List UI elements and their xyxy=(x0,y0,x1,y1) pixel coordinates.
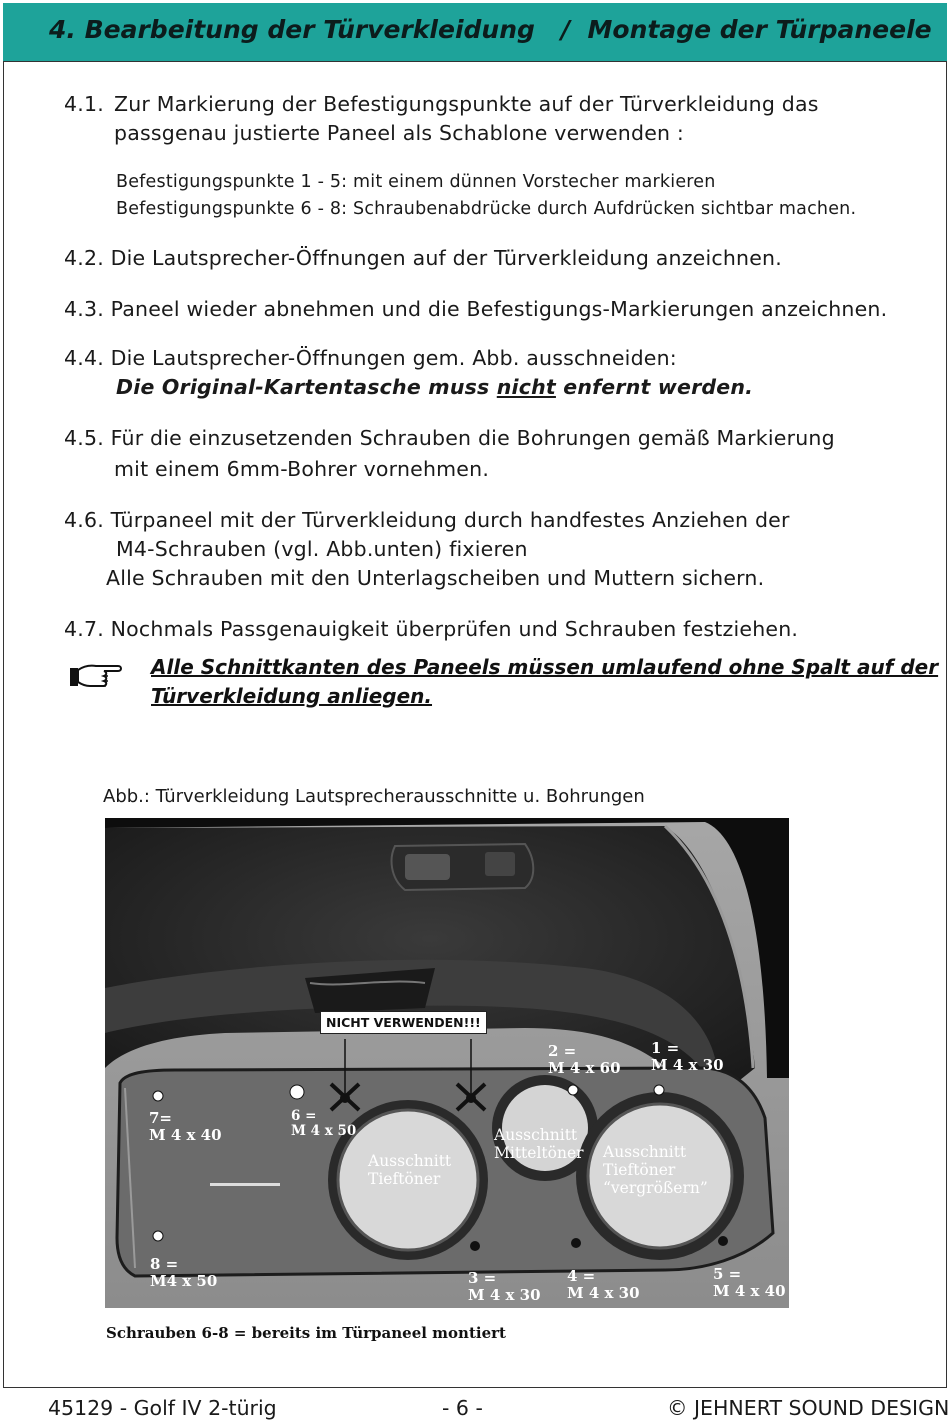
warning-line-2: Türverkleidung anliegen. xyxy=(151,684,433,708)
step-4-6-line-1: 4.6. Türpaneel mit der Türverkleidung durch handfestes Anziehen der xyxy=(64,508,790,532)
step-4-1-line-2: passgenau justierte Paneel als Schablone verwenden : xyxy=(114,121,685,145)
warning-text xyxy=(151,653,938,711)
nicht-verwenden-label: NICHT VERWENDEN!!! xyxy=(320,1011,487,1034)
step-4-3: 4.3. Paneel wieder abnehmen und die Befestigungs-Markierungen anzeichnen. xyxy=(64,297,888,321)
step-4-6-line-2: M4-Schrauben (vgl. Abb.unten) fixieren xyxy=(116,537,528,561)
screw-label-8: 8 = M4 x 50 xyxy=(150,1255,218,1290)
emphasis-text-end: enfernt werden. xyxy=(555,375,754,399)
step-text: Zur Markierung der Befestigungspunkte auf der Türverkleidung das xyxy=(114,92,819,116)
step-4-1-sub-1: Befestigungspunkte 1 - 5: mit einem dünnen Vorstecher markieren xyxy=(116,172,716,192)
screw-label-3: 3 = M 4 x 30 xyxy=(468,1269,541,1304)
screw-label-2: 2 = M 4 x 60 xyxy=(548,1042,621,1077)
step-4-5-line-2: mit einem 6mm-Bohrer vornehmen. xyxy=(114,457,490,481)
step-4-4-line-1: 4.4. Die Lautsprecher-Öffnungen gem. Abb. ausschneiden: xyxy=(64,346,677,370)
section-header xyxy=(3,3,947,62)
screw-label-7: 7= M 4 x 40 xyxy=(149,1109,222,1144)
step-4-5-line-1: 4.5. Für die einzusetzenden Schrauben die Bohrungen gemäß Markierung xyxy=(64,426,835,450)
footer-left: 45129 - Golf IV 2-türig xyxy=(48,1396,277,1420)
cutout-label-midrange: Ausschnitt Mitteltöner xyxy=(494,1126,584,1162)
step-number: 4.1. xyxy=(64,92,104,116)
step-4-1-sub-2: Befestigungspunkte 6 - 8: Schraubenabdrücke durch Aufdrücken sichtbar machen. xyxy=(116,199,857,219)
footer-page-number: - 6 - xyxy=(442,1396,483,1420)
step-4-2: 4.2. Die Lautsprecher-Öffnungen auf der Türverkleidung anzeichnen. xyxy=(64,246,782,270)
step-4-4-line-2 xyxy=(116,373,753,402)
cutout-label-woofer-left: Ausschnitt Tieftöner xyxy=(368,1152,452,1188)
emphasis-text: Die Original-Kartentasche muss xyxy=(116,375,497,399)
step-4-7: 4.7. Nochmals Passgenauigkeit überprüfen und Schrauben festziehen. xyxy=(64,617,799,641)
screw-label-6: 6 = M 4 x 50 xyxy=(291,1108,357,1139)
door-panel-photo xyxy=(105,818,789,1308)
footer-copyright: © JEHNERT SOUND DESIGN xyxy=(667,1396,950,1420)
emphasis-underlined: nicht xyxy=(496,375,556,399)
warning-line-1: Alle Schnittkanten des Paneels müssen umlaufend ohne Spalt auf der xyxy=(151,655,939,679)
figure-note: Schrauben 6-8 = bereits im Türpaneel montiert xyxy=(106,1324,506,1342)
step-4-1-line-1 xyxy=(64,90,819,119)
figure-caption: Abb.: Türverkleidung Lautsprecherausschnitte u. Bohrungen xyxy=(103,786,645,807)
step-4-6-line-3: Alle Schrauben mit den Unterlagscheiben und Muttern sichern. xyxy=(106,566,765,590)
screw-label-4: 4 = M 4 x 30 xyxy=(567,1267,640,1302)
section-title: 4. Bearbeitung der Türverkleidung / Montage der Türpaneele xyxy=(49,15,932,44)
screw-label-1: 1 = M 4 x 30 xyxy=(651,1039,724,1074)
screw-label-5: 5 = M 4 x 40 xyxy=(713,1265,786,1300)
pointing-hand-icon xyxy=(68,658,128,694)
cutout-label-woofer-right: Ausschnitt Tieftöner “vergrößern” xyxy=(603,1143,708,1197)
